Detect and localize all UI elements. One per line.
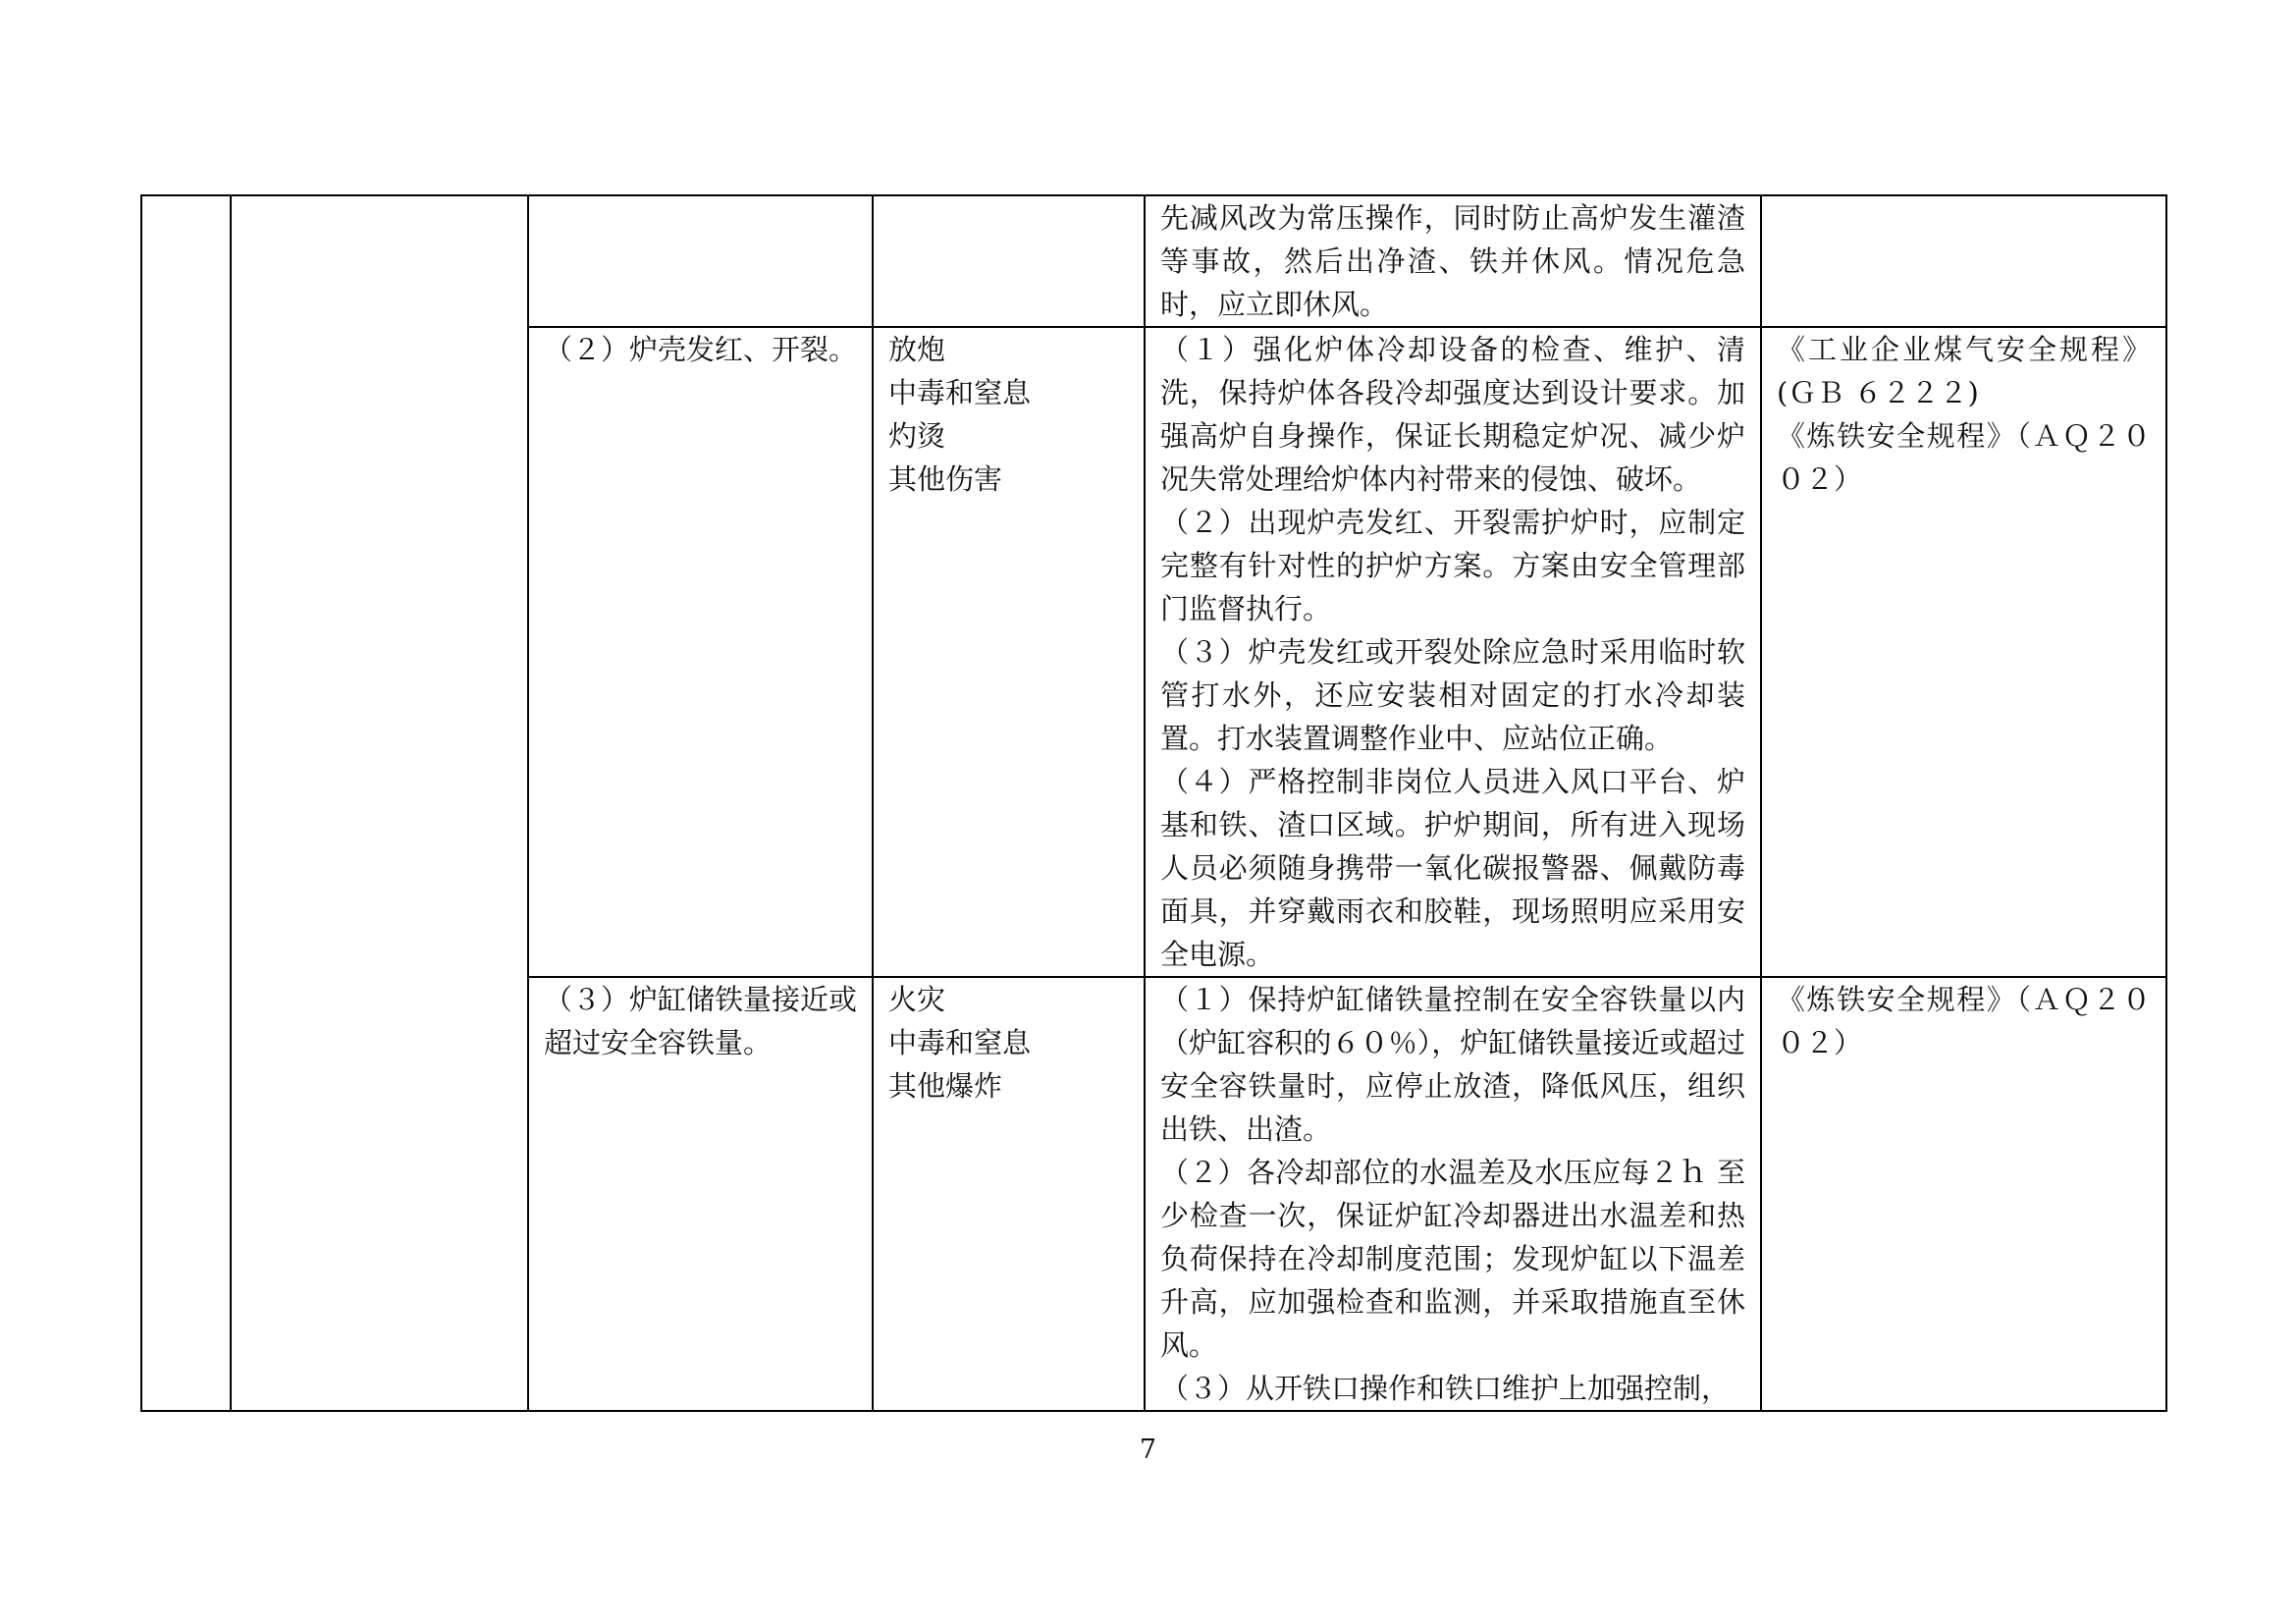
hazard-cell (528, 195, 873, 327)
consequence-item: 中毒和窒息 (888, 376, 1032, 409)
consequence-cell (873, 327, 1145, 977)
hazard-cell: （３）炉缸储铁量接近或超过安全容铁量。 (528, 977, 873, 1411)
measure-paragraph: （２）出现炉壳发红、开裂需护炉时，应制定完整有针对性的护炉方案。方案由安全管理部门监督执行。 (1160, 506, 1745, 625)
consequence-item: 放炮 (888, 333, 946, 366)
measure-paragraph: （３）炉壳发红或开裂处除应急时采用临时软管打水外，还应安装相对固定的打水冷却装置。打水装置调整作业中、应站位正确。 (1160, 635, 1745, 755)
measures-cell (1145, 195, 1761, 327)
measure-paragraph: （２）各冷却部位的水温差及水压应每２ｈ 至少检查一次，保证炉缸冷却器进出水温差和热负荷保持在冷却制度范围；发现炉缸以下温差升高，应加强检查和监测，并采取措施直至休风。 (1160, 1156, 1745, 1362)
basis-item: 《炼铁安全规程》（ＡＱ２００２） (1777, 983, 2151, 1059)
basis-cell (1761, 977, 2166, 1411)
measure-paragraph: 先减风改为常压操作，同时防止高炉发生灌渣等事故，然后出净渣、铁并休风。情况危急时，应立即休风。 (1160, 201, 1745, 321)
measure-paragraph: （４）严格控制非岗位人员进入风口平台、炉基和铁、渣口区域。护炉期间，所有进入现场人员必须随身携带一氧化碳报警器、佩戴防毒面具，并穿戴雨衣和胶鞋，现场照明应采用安全电源。 (1160, 765, 1745, 971)
measure-paragraph: （１）保持炉缸储铁量控制在安全容铁量以内（炉缸容积的６０％），炉缸储铁量接近或超过安全容铁量时，应停止放渣，降低风压，组织出铁、出渣。 (1160, 983, 1745, 1146)
measures-cell (1145, 327, 1761, 977)
consequence-item: 其他伤害 (888, 462, 1003, 496)
measure-paragraph: （３）从开铁口操作和铁口维护上加强控制， (1160, 1372, 1731, 1405)
consequence-cell (873, 977, 1145, 1411)
hazard-cell: （２）炉壳发红、开裂。 (528, 327, 873, 977)
consequence-item: 其他爆炸 (888, 1069, 1003, 1103)
basis-cell (1761, 327, 2166, 977)
consequence-item: 灼烫 (888, 419, 946, 453)
index-cell (141, 195, 231, 1411)
measure-paragraph: （１）强化炉体冷却设备的检查、维护、清洗，保持炉体各段冷却强度达到设计要求。加强高炉自身操作，保证长期稳定炉况、减少炉况失常处理给炉体内衬带来的侵蚀、破坏。 (1160, 333, 1745, 496)
consequence-item: 中毒和窒息 (888, 1026, 1032, 1059)
measures-cell (1145, 977, 1761, 1411)
basis-item: 《炼铁安全规程》（ＡＱ２００２） (1777, 419, 2151, 496)
basis-cell (1761, 195, 2166, 327)
basis-item: 《工业企业煤气安全规程》(ＧＢ ６２２２) (1777, 333, 2151, 409)
safety-measures-table (140, 194, 2167, 1412)
consequence-cell (873, 195, 1145, 327)
page-number: 7 (1139, 1435, 1157, 1465)
category-cell (231, 195, 528, 1411)
table-row (141, 195, 2166, 327)
consequence-item: 火灾 (888, 983, 946, 1016)
